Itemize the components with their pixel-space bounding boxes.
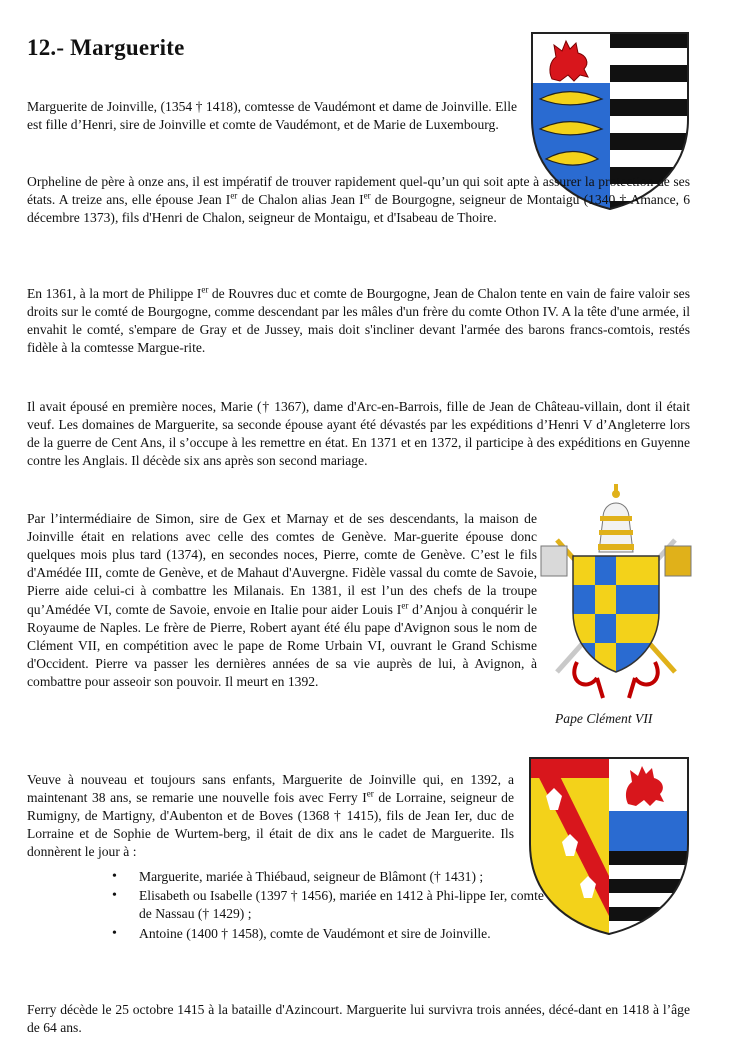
paragraph-third-marriage-text-b: de Lorraine, seigneur de Rumigny, de Martigny, d'Aubenton et de Boves (1368 † 1415), fils de Jean Ier, duc de Lorraine et de Sophie de Wurtem-berg, il était de dix ans le cadet de Marguerite. Ils donnèrent le jour à : xyxy=(27,789,515,860)
papal-coat-of-arms xyxy=(537,482,695,704)
lorraine-coat-of-arms xyxy=(528,756,690,936)
paragraph-azincourt: Ferry décède le 25 octobre 1415 à la bataille d'Azincourt. Marguerite lui survivra trois années, décé-dant en 1418 à l’âge de 64 ans. xyxy=(27,1001,690,1035)
list-item: • Antoine (1400 † 1458), comte de Vaudémont et sire de Joinville. xyxy=(112,925,552,943)
paragraph-1361-text-b: de Rouvres duc et comte de Bourgogne, Jean de Chalon tente en vain de faire valoir ses droits sur le comté de Bourgogne, comme descendant par les mâles d'un frère du comte Othon IV. A la tête d'une armée, il envahit le comté, s'empare de Gray et de Jussey, mais doit s'incliner devant l'armée des barons francs-comtois, restés fidèle à la comtesse Margue-rite. xyxy=(27,285,690,356)
intro-paragraph: Marguerite de Joinville, (1354 † 1418), comtesse de Vaudémont et dame de Joinville. Elle est fille d’Henri, sire de Joinville et comte de Vaudémont, et de Marie de Luxembourg. xyxy=(27,98,517,132)
paragraph-third-marriage-text-a: Veuve à nouveau et toujours sans enfants, Marguerite de Joinville qui, en 1392, a maintenant 38 ans, se remarie une nouvelle fois avec Ferry I xyxy=(27,771,514,805)
paragraph-orphan xyxy=(27,173,690,228)
paragraph-first-marriage: Il avait épousé en première noces, Marie († 1367), dame d'Arc-en-Barrois, fille de Jean de Château-villain, dont il était veuf. Les domaines de Marguerite, sa seconde épouse ayant été dévastés par les expéditions d’Henri V d’Angleterre lors de la guerre de Cent Ans, il s’occupe à les remettre en état. En 1371 et en 1372, il participe à des expéditions en Guyenne contre les Anglais. Il décède six ans après son second mariage. xyxy=(27,398,690,469)
superscript: er xyxy=(201,284,209,295)
paragraph-orphan-text-a: Orpheline de père à onze ans, il est impératif de trouver rapidement quel-qu’un qui soit apte à assurer la protection de ses états. A treize ans, elle épouse Jean I xyxy=(27,173,690,207)
tiara-icon xyxy=(598,484,634,552)
paragraph-orphan-text-c: de Bourgogne, seigneur de Montaigu (1340 † Amance, 6 décembre 1373), fils d'Henri de Chalon, seigneur de Montaigu, et d'Isabeau de Thoire. xyxy=(27,191,690,225)
paragraph-geneva-text-b: d’Anjou à conquérir le Royaume de Naples. Le frère de Pierre, Robert ayant été élu pape d'Avignon sous le nom de Clément VII, en compétition avec le pape de Rome Urbain VI, ouvrant le Grand Schisme d'Occident. Pierre va passer les dernières années de sa vie auprès de lui, à Avignon, à combattre pour asseoir son pouvoir. Il meurt en 1392. xyxy=(27,601,537,690)
superscript: er xyxy=(363,190,371,201)
paragraph-third-marriage xyxy=(27,771,514,862)
superscript: er xyxy=(401,600,409,611)
paragraph-orphan-text-b: de Chalon alias Jean I xyxy=(237,191,364,207)
paragraph-1361 xyxy=(27,285,690,358)
children-list xyxy=(112,868,552,944)
list-item: • Marguerite, mariée à Thiébaud, seigneur de Blâmont († 1431) ; xyxy=(112,868,552,886)
paragraph-geneva xyxy=(27,510,537,692)
page-title: 12.- Marguerite xyxy=(27,35,185,60)
paragraph-geneva-text-a: Par l’intermédiaire de Simon, sire de Gex et Marnay et de ses descendants, la maison de Joinville était en relations avec celle des comtes de Genève. Mar-guerite épouse donc quelques mois plus tard (1374), en secondes noces, Pierre, comte de Genève. C’est le fils d'Amédée III, comte de Genève, et de Mahaut d'Auvergne. Fidèle vassal du comte de Savoie, Pierre aide celui-ci à combattre les Milanais. En 1381, il est l’un des chefs de la troupe qu’Amédée VI, comte de Savoie, envoie en Italie pour aider Louis I xyxy=(27,510,537,617)
list-item: • Elisabeth ou Isabelle (1397 † 1456), mariée en 1412 à Phi-lippe Ier, comte de Nassau († 1429) ; xyxy=(112,887,552,923)
superscript: er xyxy=(366,788,374,799)
paragraph-1361-text-a: En 1361, à la mort de Philippe I xyxy=(27,285,202,301)
image-caption: Pape Clément VII xyxy=(555,711,653,726)
superscript: er xyxy=(230,190,238,201)
